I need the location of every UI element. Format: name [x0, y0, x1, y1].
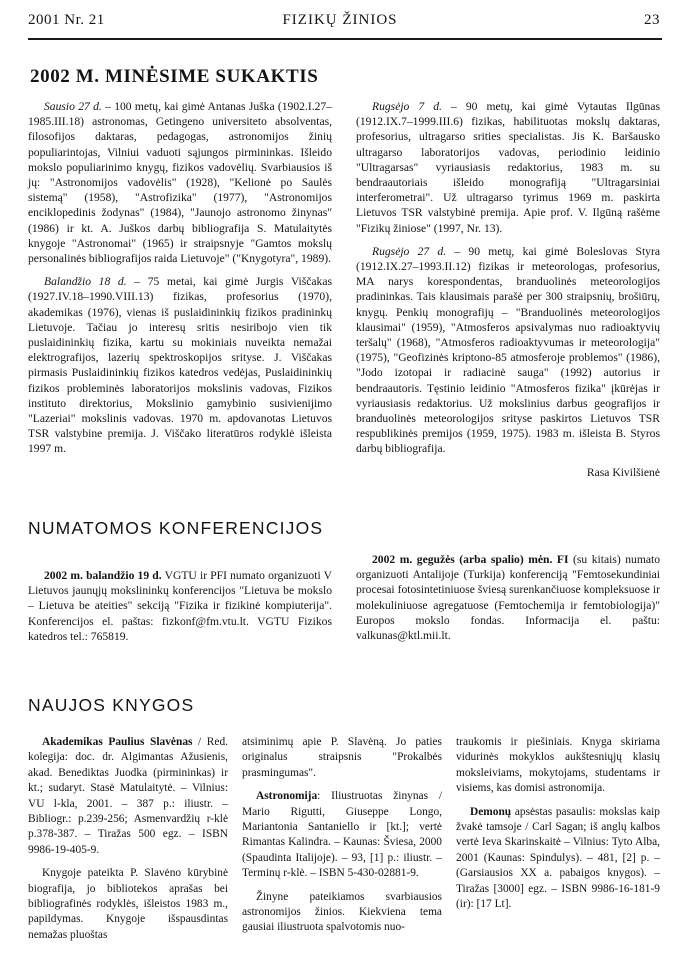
book-description	[456, 735, 660, 797]
conference-left	[28, 568, 332, 652]
book-entry	[242, 789, 442, 881]
entry-date: Rugsėjo 7 d.	[372, 100, 442, 113]
conference-text: (su kitais) numato organizuoti Antalijoje (Turkija) konferenciją "Femtosekundiniai procesai fotosintetiniuose šviesą surenkančiuose kompleksuose ir molekuliniuose agregatuose (Femtochemija ir femtobiologija)" Europos mokslo fondas. Informacija el. paštu: valkunas@ktl.mii.lt.	[356, 553, 660, 643]
issue-number: 2001 Nr. 21	[28, 12, 105, 28]
book-details: : Iliustruotas žinynas / Mario Rigutti, Giuseppe Longo, Mariantonia Santaniello ir [kt.]; vertė Rimantas Kalindra. – Kaunas: Šviesa, 2000 (Spaudinta Italijoje). – 93, [1] p.: iliustr. – Terminų r-klė. – ISBN 5-430-02881-9.	[242, 790, 442, 880]
conference-entry	[28, 568, 332, 644]
book-title: Astronomija	[256, 790, 318, 803]
book-title: Demonų	[470, 805, 512, 818]
book-entry	[456, 805, 660, 913]
entry-date: Balandžio 18 d.	[44, 275, 127, 289]
entry-text: – 90 metų, kai gimė Vytautas Ilgūnas (1912.IX.7–1999.III.6) fizikas, habilituotas mokslų daktaras, profesorius, ultragarso srities specialistas. Jis K. Baršausko ultragarso laboratorijos vadovas, periodinio leidinio "Ultragarsas" vyriausiasis redaktorius, 1983 m. su bendraautoriais išleido monografiją "Ultragarsiniai interferometrai". Už ultragarso tyrimus 1969 m. paskirta Lietuvos TSR valstybinė premija. Apie prof. V. Ilgūną rašėme "Fizikų žiniose" (1997, Nr. 13).	[356, 100, 660, 235]
entry-date: Sausio 27 d.	[44, 100, 102, 113]
book-details: apsėstas pasaulis: mokslas kaip žvakė tamsoje / Carl Sagan; iš anglų kalbos vertė Ieva Skarinskaitė – Vilnius: Tyto Alba, 2001 (Kaunas: Spindulys). – 481, [2] p. – (Garsiausios XX a. pabaigos knygos). – Tiražas [3000] egz. – ISBN 9986-16-181-9 (ir): [17 Lt].	[456, 805, 660, 911]
entry-viscakas	[28, 274, 332, 456]
entry-styra	[356, 244, 660, 457]
section-title-books: NAUJOS KNYGOS	[28, 695, 195, 715]
book-description	[242, 735, 442, 781]
header-rule	[28, 38, 662, 40]
entry-text: – 90 metų, kai gimė Boleslovas Styra (1912.IX.27–1993.II.12) fizikas ir meteorologas, profesorius, MA narys korespondentas, branduolinės meteorologijos pradininkas. Tais klausimais parašė per 300 straipsnių, brošiūrų, knygų. Penkių monografijų – "Branduolinės meteorologijos klausimai" (1959), "Atmosferos apsivalymas nuo radioaktyvių teršalų" (1968), "Atmosferos radioaktyvumas ir meteorologija" (1975), "Geofizinės kriptono-85 atmosferoje problemos" (1986), "Jodo izotopai ir radiacinė sauga" (1992) autorius ir bendraautoris. Tęstinio leidinio "Atmosferos fizika" įkūrėjas ir vyriausiasis redaktorius. Už mokslinius darbus geografijos ir branduolinės meteorologijos srityse paskirtos Lietuvos TSR respublikinės premijos (1959, 1975). 1983 m. išleista B. Styros darbų bibliografija.	[356, 244, 660, 456]
entry-text: – 75 metai, kai gimė Jurgis Viščakas (1927.IV.18–1990.VIII.13) fizikas, profesorius (1970), akademikas (1976), vienas iš puslaidininkių fizikos pradininkų Lietuvoje. Tačiau jo interesų sritis nesiribojo vien tik puslaidininkių fizika, kartu su mokiniais nuveikta nemažai elektrografijos, lazerių spektroskopijos srityse. J. Viščakas pirmasis Puslaidininkių fizikos katedros vedėjas, Puslaidininkių fizikos probleminės laboratorijos mokslinis vadovas, Fizikos instituto direktorius, Mokslinio gamybinio susivienijimo "Lazeriai" mokslinis vadovas. 1970 m. apdovanotas Lietuvos TSR valstybine premija. J. Viščako literatūros rodyklė išleista 1997 m.	[28, 275, 332, 456]
conference-date: 2002 m. gegužės (arba spalio) mėn. FI	[372, 553, 569, 566]
books-column-2	[242, 735, 442, 944]
anniversaries-right-column	[356, 99, 660, 488]
entry-date: Rugsėjo 27 d.	[372, 244, 447, 258]
conference-right	[356, 552, 660, 651]
book-description-text: traukomis ir piešiniais. Knyga skiriama vidurinės mokyklos aukštesniųjų klasių moksleiviams, mokytojams, studentams ir visiems, kas domisi astronomija.	[456, 736, 660, 795]
entry-ilgunas	[356, 99, 660, 236]
section-title-anniversaries: 2002 M. MINĖSIME SUKAKTIS	[30, 66, 319, 87]
conference-text: VGTU ir PFI numato organizuoti V Lietuvos jaunųjų mokslininkų konferencijos "Lietuva be mokslo – Lietuva be ateities" sekciją "Fizika ir fizikinė kompiuterija". Konferencijos el. paštas: fizkonf@fm.vtu.lt. VGTU Fizikos katedros tel.: 765819.	[28, 569, 332, 643]
book-description-text: Žinyne pateikiamos svarbiausios astronomijos žinios. Kiekviena tema gausiai iliustruota spalvotomis nuo-	[242, 890, 442, 934]
book-title: Akademikas Paulius Slavėnas	[42, 736, 193, 748]
book-details: / Red. kolegija: doc. dr. Algimantas Ažusienis, akad. Benediktas Juodka (pirmininkas) ir kt.; sudaryt. Stasė Matulaitytė. – Vilnius: VU l-kla, 2001. – 387 p.: iliustr. – Bibliogr.: p.239-256; Asmenvardžių r-klė p.378-387. – Tiražas 500 egz. – ISBN 9986-19-405-9.	[28, 736, 229, 856]
books-column-3	[456, 735, 660, 920]
entry-text: – 100 metų, kai gimė Antanas Juška (1902.I.27–1985.III.18) astronomas, Getingeno universiteto absolventas, filosofijos daktaras, pedagogas, astronomijos žinių populiarintojas, Vilniui vaduoti sąjungos pirmininkas. Išleido mokslo populiarinimo knygų, fizikos vadovėlių. Svarbiausios iš jų: "Astronomijos vadovėlis" (1928), "Kelionė po Saulės sistemą" (1958), "Astrofizika" (1977), "Astronomijos enciklopedinis žodynas" (1984), "Jaunojo astronomo žinynas" (1986) ir kt. A. Juškos darbų bibliografija S. Matulaitytės knygoje "Astronomai" (1965) ir straipsnyje "Gamtos mokslų personalinės bibliografijos raida Lietuvoje" ("Knygotyra", 1989).	[28, 100, 332, 266]
book-description	[242, 890, 442, 936]
conference-entry	[356, 552, 660, 643]
books-column-1	[28, 735, 228, 951]
anniversaries-left-column	[28, 99, 332, 465]
book-description-text: atsiminimų apie P. Slavėną. Jo paties originalus straipsnis "Prokalbės prasmingumas".	[242, 736, 442, 779]
author-signature: Rasa Kivilšienė	[586, 465, 660, 479]
journal-title: FIZIKŲ ŽINIOS	[282, 12, 398, 28]
entry-juska	[28, 99, 332, 266]
page-number: 23	[644, 12, 660, 28]
book-entry	[28, 735, 228, 858]
book-description-text: Knygoje pateikta P. Slavėno kūrybinė biografija, jo bibliotekos aprašas bei bibliografinės rodyklės, išleistos 1983 m., papildymas. Knygoje išspausdintas nemažas pluoštas	[28, 867, 228, 941]
book-description	[28, 866, 228, 943]
conference-date: 2002 m. balandžio 19 d.	[44, 569, 162, 582]
section-title-conferences: NUMATOMOS KONFERENCIJOS	[28, 518, 324, 538]
